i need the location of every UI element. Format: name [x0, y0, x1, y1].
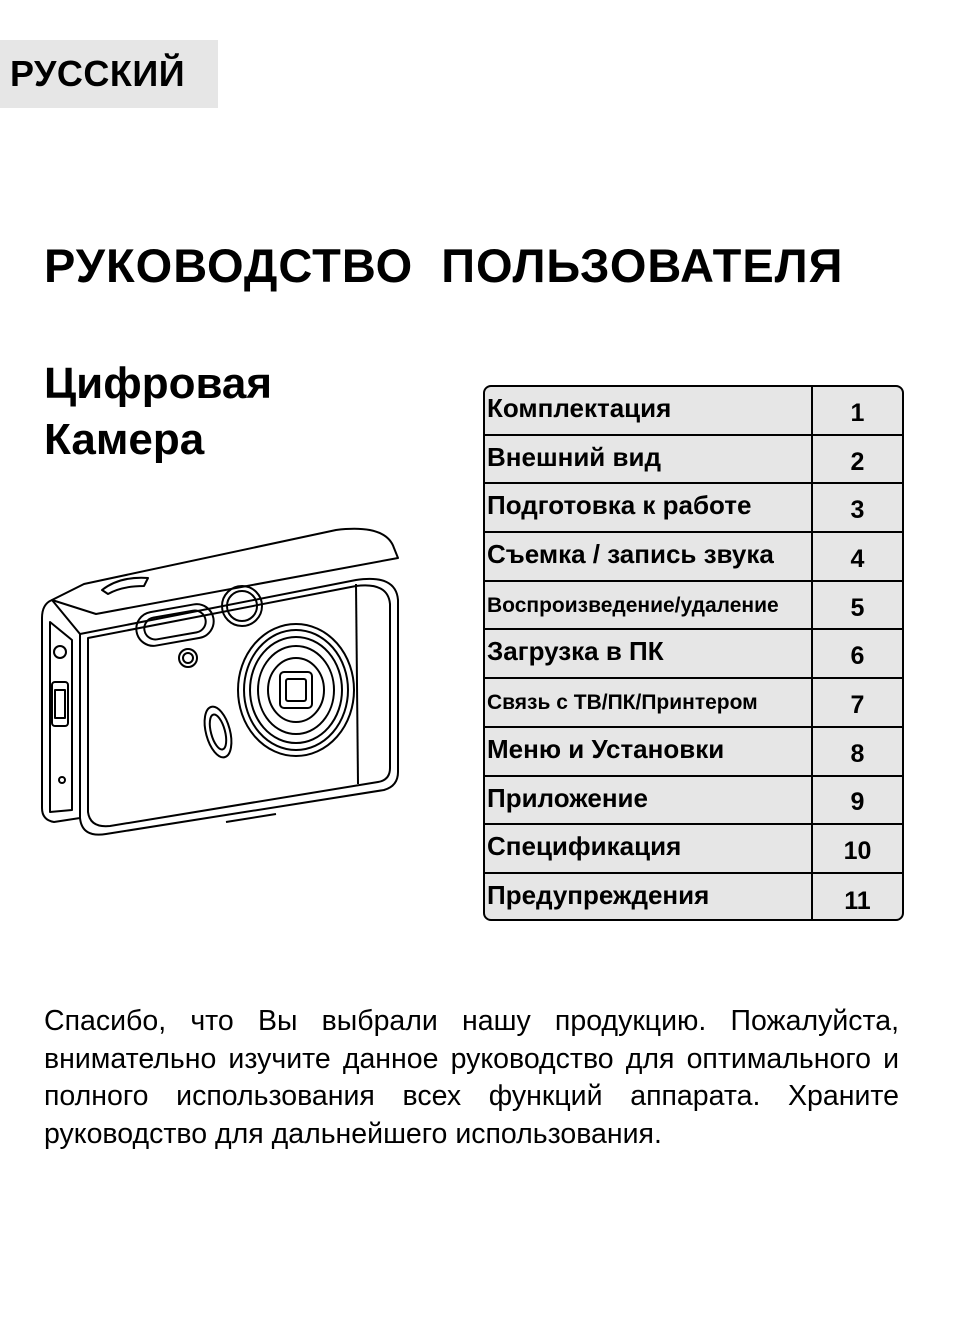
toc-row[interactable]: [485, 777, 902, 826]
toc-page-number: 9: [850, 788, 865, 817]
toc-page-number: 7: [850, 690, 865, 719]
toc-row[interactable]: [485, 387, 902, 436]
toc-label: Спецификация: [485, 825, 813, 872]
toc-row[interactable]: [485, 533, 902, 582]
toc-page-number: 2: [850, 447, 865, 476]
toc-row[interactable]: [485, 484, 902, 533]
toc-label: Внешний вид: [485, 436, 813, 483]
toc-row[interactable]: [485, 436, 902, 485]
language-tab: РУССКИЙ: [0, 40, 218, 108]
toc-label: Меню и Установки: [485, 728, 813, 775]
toc-page-number: 6: [850, 642, 865, 671]
toc-page-number: 4: [850, 544, 865, 573]
product-title-line1: Цифровая: [44, 359, 273, 408]
toc-row[interactable]: [485, 728, 902, 777]
toc-page-number: 3: [850, 496, 865, 525]
camera-illustration: [36, 522, 406, 842]
toc-row[interactable]: [485, 825, 902, 874]
toc-page-number: 10: [843, 837, 872, 866]
intro-paragraph: Спасибо, что Вы выбрали нашу продукцию. Пожалуйста, внимательно изучите данное руководство для оптимального и полного использования всех функций аппарата. Храните руководство для дальнейшего использования.: [44, 1005, 899, 1150]
toc-label: Воспроизведение/удаление: [485, 582, 813, 629]
toc-page-number: 11: [844, 886, 871, 915]
toc-row[interactable]: [485, 630, 902, 679]
toc-row[interactable]: [485, 874, 902, 921]
toc-page-number: 1: [850, 398, 865, 427]
toc-row[interactable]: [485, 582, 902, 631]
page-title: РУКОВОДСТВО ПОЛЬЗОВАТЕЛЯ: [44, 239, 844, 292]
toc-label: Приложение: [485, 777, 813, 824]
toc-label: Подготовка к работе: [485, 484, 813, 531]
toc-label: Связь с ТВ/ПК/Принтером: [485, 679, 813, 726]
table-of-contents: [483, 385, 904, 921]
product-title: [44, 356, 272, 468]
toc-label: Загрузка в ПК: [485, 630, 813, 677]
toc-label: Комплектация: [485, 387, 813, 434]
toc-row[interactable]: [485, 679, 902, 728]
toc-page-number: 5: [850, 593, 865, 622]
product-title-line2: Камера: [44, 415, 205, 464]
toc-label: Предупреждения: [485, 874, 813, 921]
toc-page-number: 8: [850, 739, 865, 768]
toc-label: Съемка / запись звука: [485, 533, 813, 580]
